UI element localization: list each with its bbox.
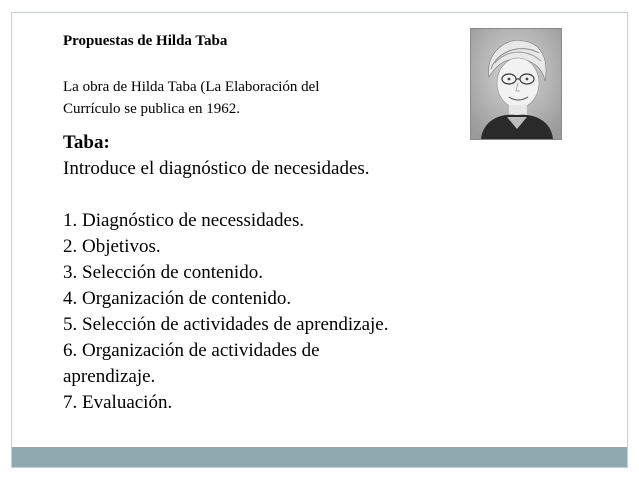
step-item: 2. Objetivos.: [63, 236, 161, 257]
spacer: [63, 182, 483, 208]
footer-bar: [12, 447, 627, 467]
intro-line: La obra de Hilda Taba (La Elaboración del: [63, 79, 320, 95]
step-item: aprendizaje.: [63, 366, 156, 387]
slide-heading: Propuestas de Hilda Taba: [63, 33, 228, 49]
step-item: 6. Organización de actividades de: [63, 340, 320, 361]
portrait-image: [471, 29, 561, 139]
main-content: [63, 130, 483, 416]
slide: [11, 12, 628, 468]
step-item: 3. Selección de contenido.: [63, 262, 263, 283]
subtitle: Taba:: [63, 132, 110, 153]
step-item: 1. Diagnóstico de necessidades.: [63, 210, 305, 231]
step-item: 4. Organización de contenido.: [63, 288, 292, 309]
step-item: 5. Selección de actividades de aprendizaje.: [63, 314, 389, 335]
intro-paragraph: [63, 76, 423, 120]
description: Introduce el diagnóstico de necesidades.: [63, 158, 370, 179]
step-item: 7. Evaluación.: [63, 392, 173, 413]
intro-line: Currículo se publica en 1962.: [63, 101, 241, 117]
hilda-taba-portrait: [470, 28, 562, 140]
